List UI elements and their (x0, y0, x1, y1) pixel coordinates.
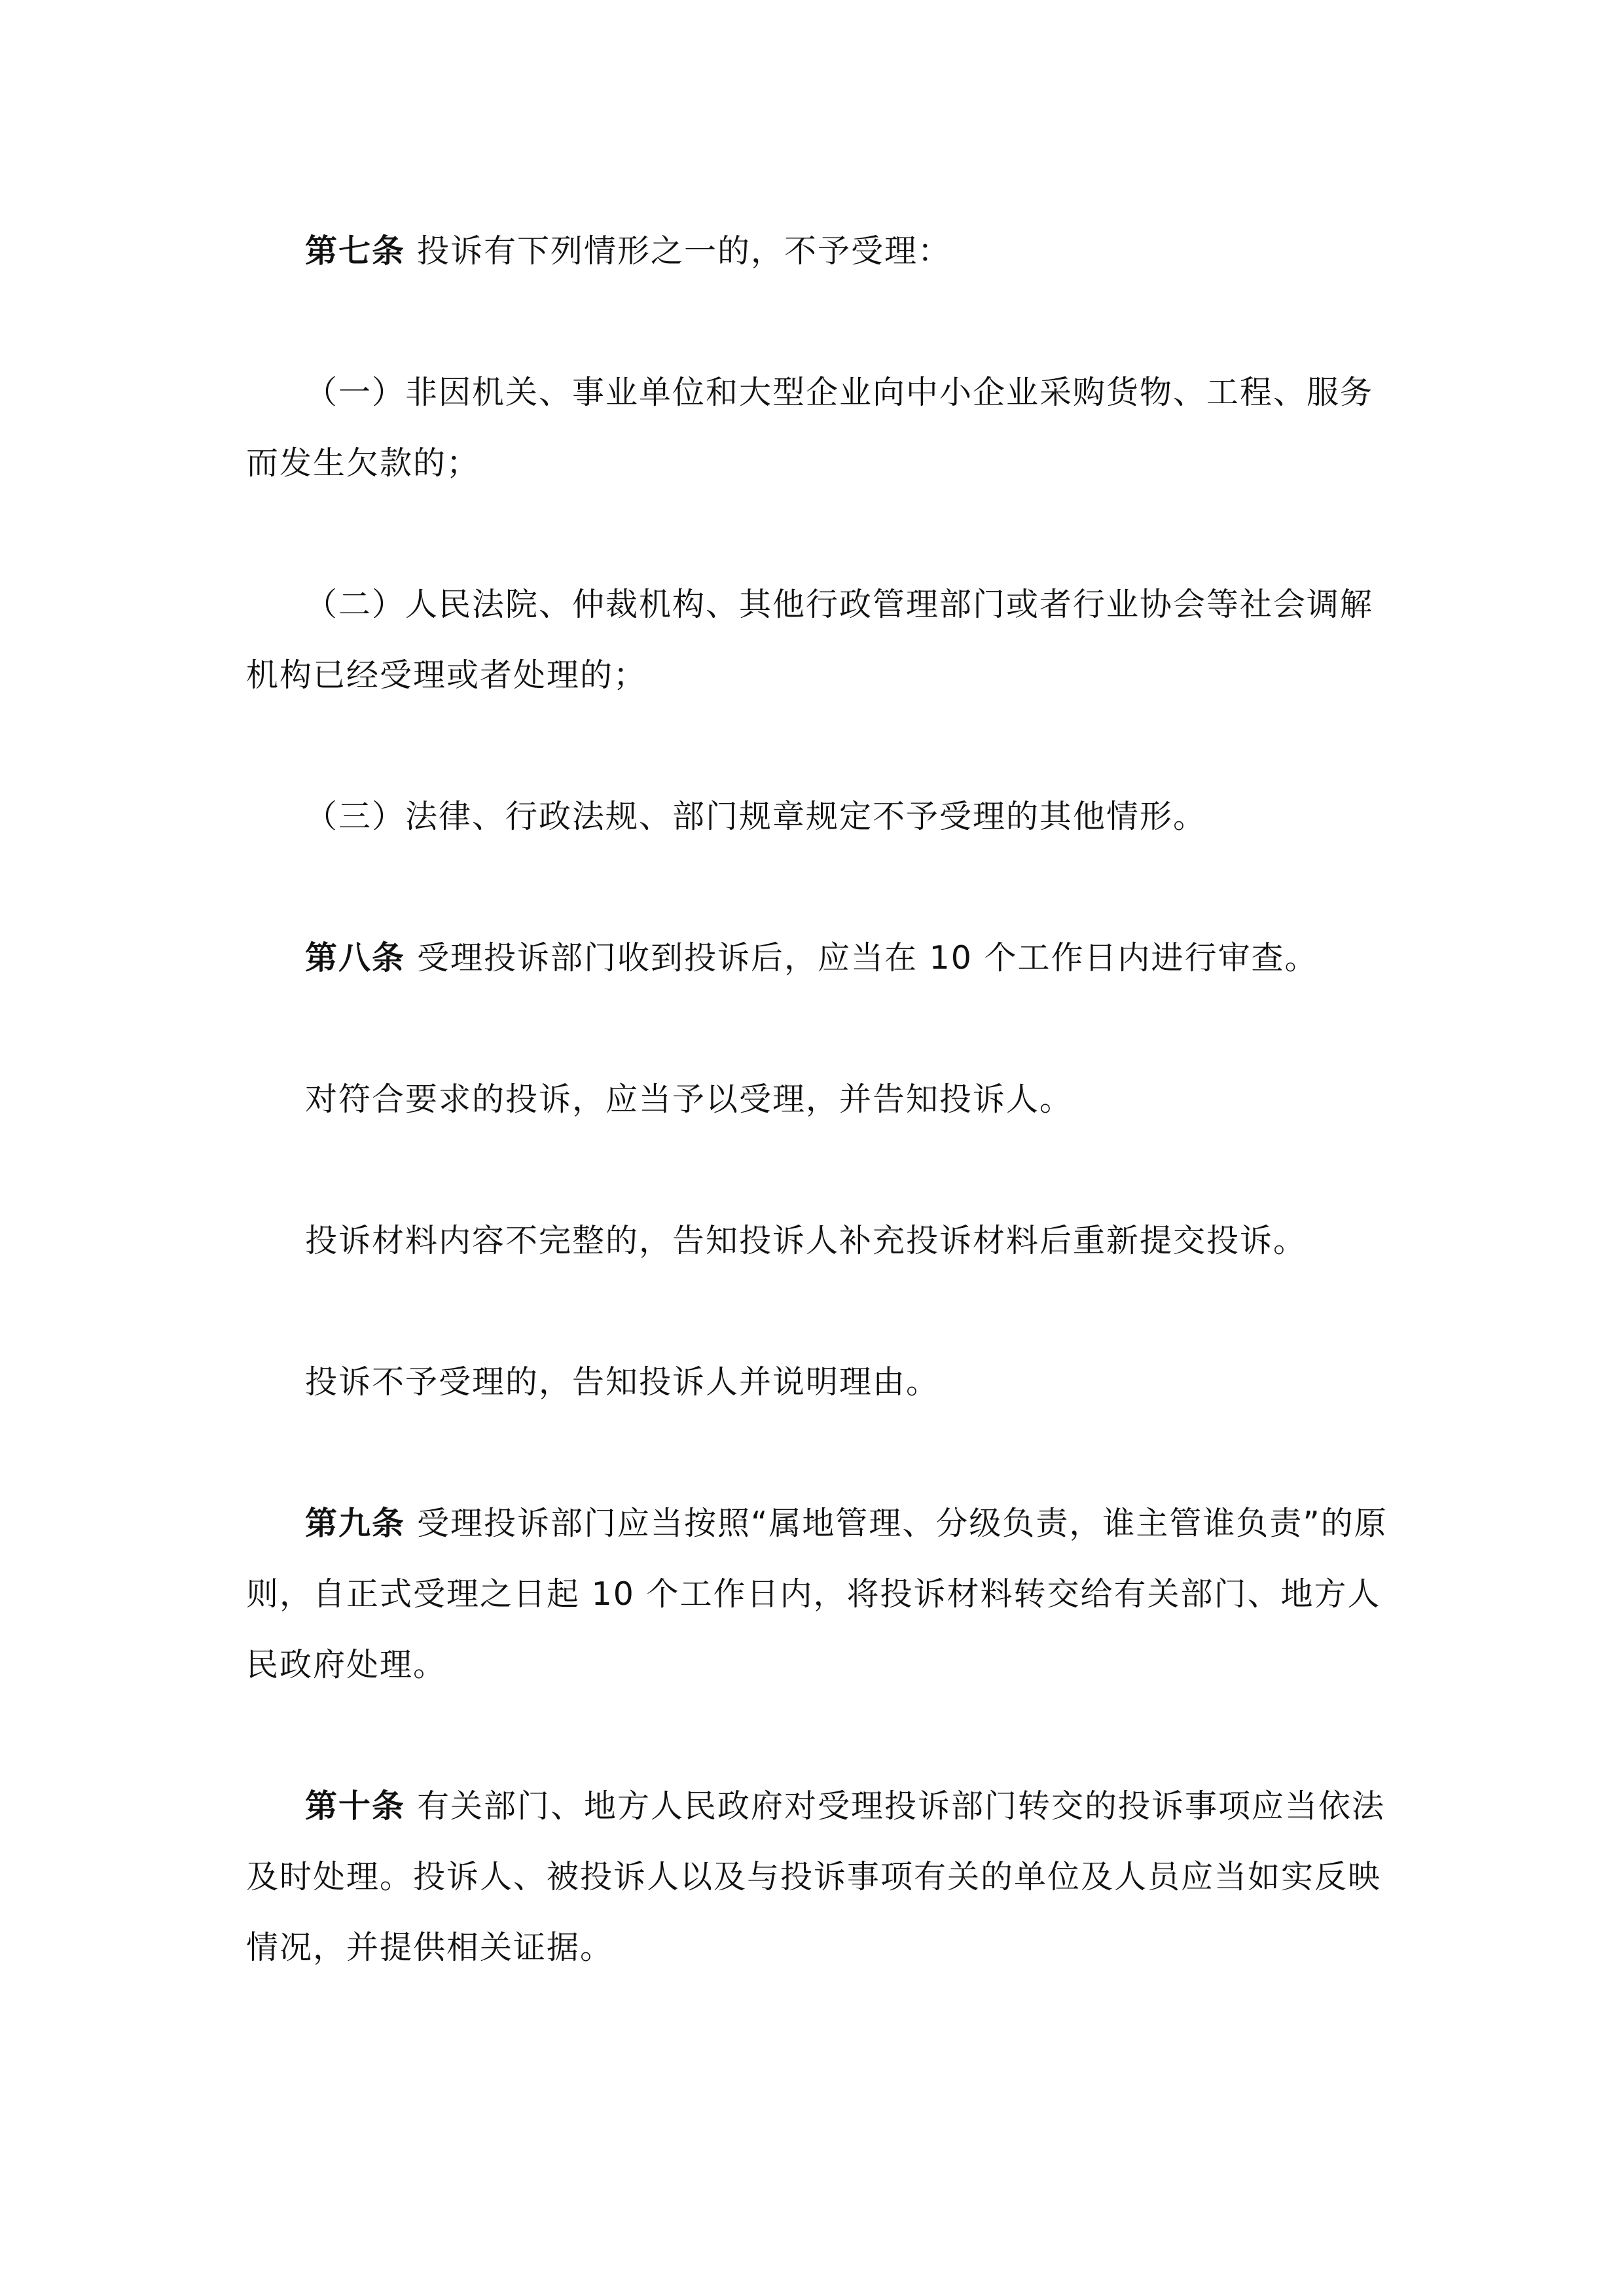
article-8-para-3 (246, 1206, 1388, 1276)
article-7-item-3 (246, 781, 1388, 852)
item-text: （一）非因机关、事业单位和大型企业向中小企业采购货物、工程、服务而发生欠款的； (246, 374, 1374, 482)
article-text: 受理投诉部门收到投诉后，应当在 10 个工作日内进行审查。 (417, 939, 1318, 977)
article-title: 第八条 (305, 939, 406, 977)
article-9 (246, 1488, 1388, 1700)
article-7-item-1 (246, 357, 1388, 499)
article-text: 有关部门、地方人民政府对受理投诉部门转交的投诉事项应当依法及时处理。投诉人、被投诉人以及与投诉事项有关的单位及人员应当如实反映情况，并提供相关证据。 (246, 1787, 1386, 1966)
item-text: （二）人民法院、仲裁机构、其他行政管理部门或者行业协会等社会调解机构已经受理或者处理的； (246, 586, 1374, 694)
article-8-para-2 (246, 1064, 1388, 1135)
article-text: 受理投诉部门应当按照“属地管理、分级负责，谁主管谁负责”的原则，自正式受理之日起 10 个工作日内，将投诉材料转交给有关部门、地方人民政府处理。 (246, 1505, 1388, 1683)
article-title: 第九条 (305, 1505, 406, 1542)
article-title: 第十条 (305, 1787, 406, 1825)
article-title: 第七条 (305, 232, 406, 270)
article-7-intro (246, 216, 1388, 287)
paragraph-text: 对符合要求的投诉，应当予以受理，并告知投诉人。 (305, 1081, 1074, 1118)
article-8-intro (246, 923, 1388, 994)
paragraph-text: 投诉材料内容不完整的，告知投诉人补充投诉材料后重新提交投诉。 (305, 1222, 1307, 1259)
item-text: （三）法律、行政法规、部门规章规定不予受理的其他情形。 (305, 798, 1207, 835)
document-page (246, 216, 1388, 2054)
paragraph-text: 投诉不予受理的，告知投诉人并说明理由。 (305, 1363, 940, 1401)
article-text: 投诉有下列情形之一的，不予受理： (417, 232, 952, 270)
article-7-item-2 (246, 569, 1388, 711)
article-8-para-4 (246, 1347, 1388, 1418)
article-10 (246, 1771, 1388, 1983)
